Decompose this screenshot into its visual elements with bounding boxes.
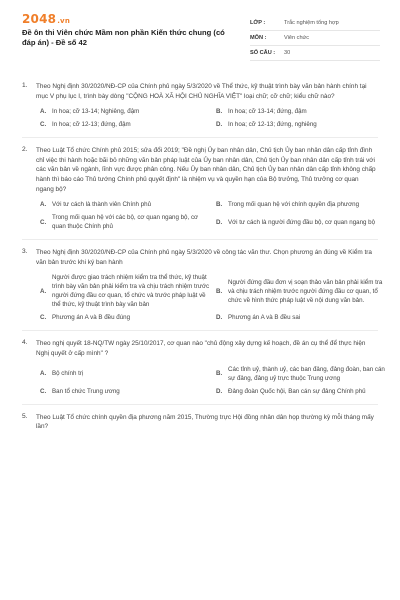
meta-subject-value: Viên chức xyxy=(284,35,310,41)
logo-suffix: .vn xyxy=(57,17,71,25)
question-number: 3. xyxy=(22,248,28,256)
question-1 xyxy=(22,82,378,129)
option-text: In hoa; cỡ 12-13; đứng, nghiêng xyxy=(228,121,317,129)
option-letter: C. xyxy=(40,121,47,129)
option-letter: D. xyxy=(216,218,223,226)
option-text: Trong mối quan hệ với chính quyền địa phương xyxy=(228,201,360,209)
meta-subject xyxy=(250,31,380,46)
question-number: 1. xyxy=(22,82,28,89)
option-a[interactable] xyxy=(40,365,212,383)
question-options xyxy=(40,273,383,322)
exam-title: Đề ôn thi Viên chức Mầm non phần Kiến thức chung (có đáp án) - Đề số 42 xyxy=(22,28,225,47)
option-c[interactable] xyxy=(40,387,212,396)
meta-class-label: LỚP : xyxy=(250,20,266,26)
option-text: Đảng đoàn Quốc hội, Ban cán sự đảng Chính phủ xyxy=(228,387,366,395)
question-5 xyxy=(22,413,378,432)
meta-count-label: SỐ CÂU : xyxy=(250,50,276,56)
question-number: 4. xyxy=(22,339,28,347)
option-b[interactable] xyxy=(216,107,388,116)
option-a[interactable] xyxy=(40,107,212,116)
meta-count-value: 30 xyxy=(284,50,291,56)
option-letter: C. xyxy=(40,387,47,395)
option-text: In hoa; cỡ 12-13; đứng, đậm xyxy=(52,121,131,129)
divider xyxy=(22,137,378,138)
option-text: Phương án A và B đều đúng xyxy=(52,314,131,322)
option-letter: D. xyxy=(216,387,223,395)
option-letter: B. xyxy=(216,201,223,209)
option-letter: A. xyxy=(40,370,47,378)
meta-class xyxy=(250,16,380,31)
question-2 xyxy=(22,146,378,231)
option-text: Với tư cách là người đứng đầu bộ, cơ quan ngang bộ xyxy=(228,218,376,226)
option-letter: B. xyxy=(216,108,223,116)
question-text: Theo Nghị định 30/2020/NĐ-CP của Chính phủ ngày 5/3/2020 về Thể thức, kỹ thuật trình bày văn bản hành chính tại mục V phụ lục I, trình bày dòng "CỘNG HOÀ XÃ HỘI CHỦ NGHĨA VIỆT" loại chữ; cỡ chữ; kiểu chữ nào? xyxy=(36,83,367,100)
option-b[interactable] xyxy=(216,365,388,383)
option-letter: A. xyxy=(40,287,47,295)
option-letter: A. xyxy=(40,201,47,209)
option-d[interactable] xyxy=(216,213,388,231)
question-4 xyxy=(22,339,385,395)
logo-brand: 2048 xyxy=(22,12,57,26)
question-text: Theo Nghị định 30/2020/NĐ-CP của Chính phủ ngày 5/3/2020 về công tác văn thư. Chọn phương án đúng về Kiểm tra văn bản trước khi ký ban hành xyxy=(36,249,372,266)
option-letter: C. xyxy=(40,314,47,322)
option-text: Các tỉnh uỷ, thành uỷ, các ban đảng, đảng đoàn, ban cán sự đảng, đảng uỷ trực thuộc Trung ương xyxy=(228,365,385,382)
option-text: Với tư cách là thành viên Chính phủ xyxy=(52,201,152,209)
question-options xyxy=(40,107,378,129)
question-text: Theo nghị quyết 18-NQ/TW ngày 25/10/2017, cơ quan nào "chủ động xây dựng kế hoạch, đề án cụ thể để thực hiện Nghị quyết ở cấp mình" ? xyxy=(36,340,366,357)
option-a[interactable] xyxy=(40,200,212,209)
question-text: Theo Luật Tổ chức chính quyền địa phương năm 2015, Thường trực Hội đồng nhân dân họp thường kỳ mỗi tháng mấy lần? xyxy=(36,413,374,431)
site-logo[interactable] xyxy=(22,12,70,26)
option-text: Người được giao trách nhiệm kiểm tra thể thức, kỹ thuật trình bày văn bản phải kiểm tra và chịu trách nhiệm trước người đứng đầu cơ quan, tổ chức và trước pháp luật về thể thức, kỹ thuật trình bày văn bản xyxy=(52,274,210,309)
question-list xyxy=(22,82,385,432)
option-c[interactable] xyxy=(40,313,212,322)
option-text: In hoa; cỡ 13-14; Nghiêng, đậm xyxy=(52,108,140,116)
option-text: Người đứng đầu đơn vị soạn thảo văn bản phải kiểm tra và chịu trách nhiệm trước người đứng đầu cơ quan, tổ chức về hình thức pháp luật về nội dung văn bản. xyxy=(228,278,383,304)
question-number: 2. xyxy=(22,146,28,154)
option-text: Phương án A và B đều sai xyxy=(228,314,301,322)
meta-subject-label: MÔN : xyxy=(250,35,267,41)
option-text: Ban tổ chức Trung ương xyxy=(52,387,120,395)
option-a[interactable] xyxy=(40,273,212,309)
meta-count xyxy=(250,46,380,61)
option-d[interactable] xyxy=(216,120,388,129)
header xyxy=(0,0,400,60)
divider xyxy=(22,330,378,331)
option-letter: C. xyxy=(40,218,47,226)
option-letter: A. xyxy=(40,108,47,116)
option-text: In hoa; cỡ 13-14; đứng, đậm xyxy=(228,108,307,116)
question-number: 5. xyxy=(22,412,28,420)
option-text: Trong mối quan hệ với các bộ, cơ quan ngang bộ, cơ quan thuộc Chính phủ xyxy=(52,214,199,231)
option-letter: B. xyxy=(216,370,223,378)
option-letter: D. xyxy=(216,121,223,129)
option-text: Bộ chính trị xyxy=(52,370,84,378)
divider xyxy=(22,404,378,405)
question-options xyxy=(40,365,385,396)
option-c[interactable] xyxy=(40,120,212,129)
option-b[interactable] xyxy=(216,273,388,309)
question-options xyxy=(40,200,378,231)
option-d[interactable] xyxy=(216,387,388,396)
meta-class-value: Trắc nghiệm tổng hợp xyxy=(284,20,339,26)
option-b[interactable] xyxy=(216,200,388,209)
divider xyxy=(22,239,378,240)
option-c[interactable] xyxy=(40,213,212,231)
exam-meta xyxy=(250,16,380,61)
option-letter: D. xyxy=(216,314,223,322)
question-text: Theo Luật Tổ chức Chính phủ 2015; sửa đổi 2019; "Đề nghị Ủy ban nhân dân, Chủ tịch Ủy ban nhân dân cấp tỉnh đình chỉ việc thi hành hoặc bãi bỏ những văn bản pháp luật của Ủy ban nhân dân, Chủ tịch Ủy ban nhân dân cấp tỉnh trái với các văn bản về ngành, lĩnh vực được phân công. Nếu Ủy ban nhân dân, Chủ tịch Ủy ban nhân dân cấp tỉnh không chấp hành thì báo cáo Thủ tướng Chính phủ quyết định" là nhiệm vụ và quyền hạn của Bộ trưởng, Thủ trưởng cơ quan ngang bộ? xyxy=(36,147,376,193)
option-d[interactable] xyxy=(216,313,388,322)
question-3 xyxy=(22,248,383,322)
option-letter: B. xyxy=(216,287,223,295)
